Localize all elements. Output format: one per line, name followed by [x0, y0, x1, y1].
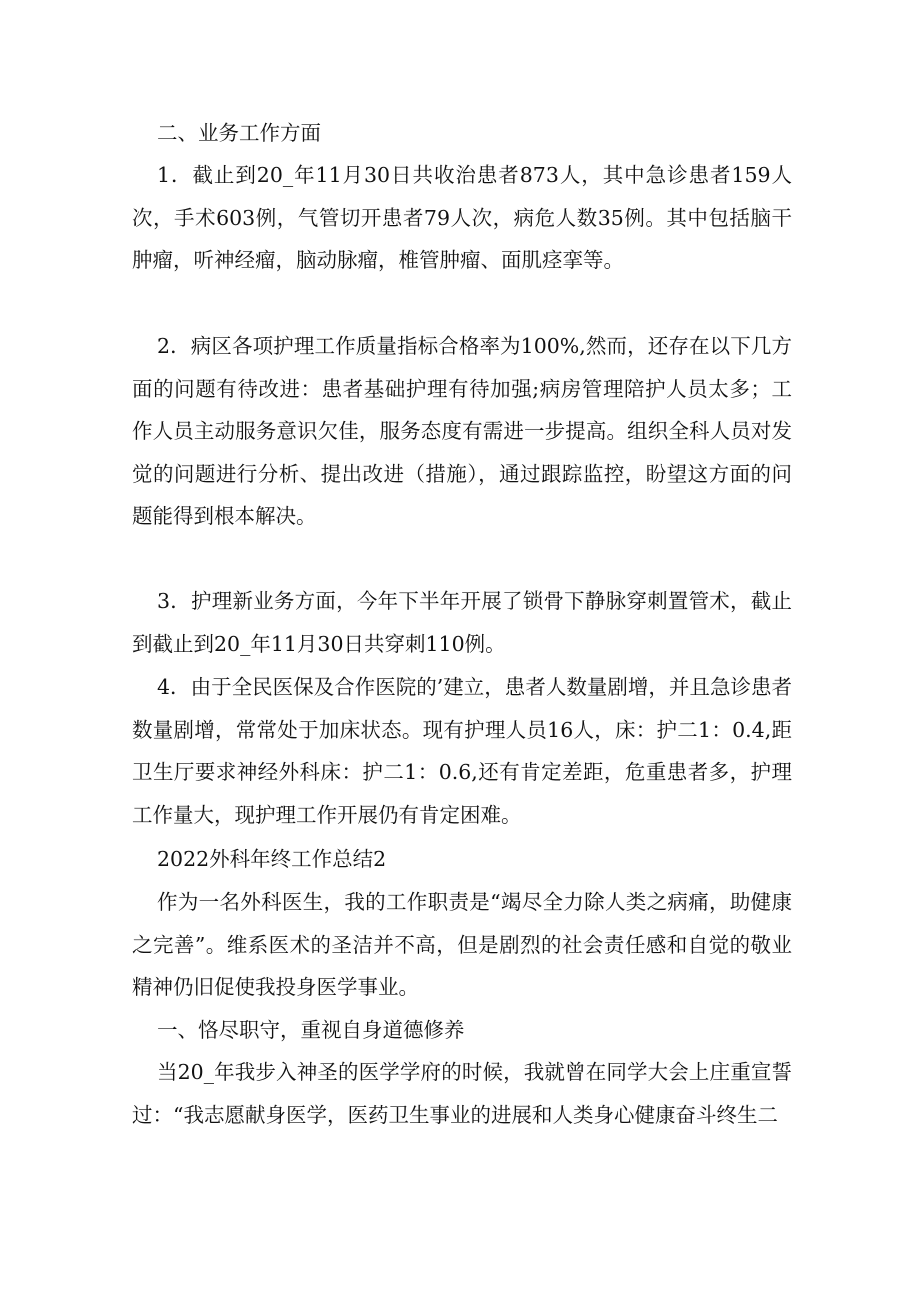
- list-item-4: 4．由于全民医保及合作医院的’建立，患者人数量剧增，并且急诊患者数量剧增，常常处于加床状态。现有护理人员16人，床：护二1：0.4,距卫生厅要求神经外科床：护二1：0.6,还有肯定差距，危重患者多，护理工作量大，现护理工作开展仍有肯定困难。: [132, 675, 792, 827]
- list-item-2: 2．病区各项护理工作质量指标合格率为100%,然而，还存在以下几方面的问题有待改进：患者基础护理有待加强;病房管理陪护人员太多；工作人员主动服务意识欠佳，服务态度有需进一步提高。组织全科人员对发觉的问题进行分析、提出改进（措施），通过跟踪监控，盼望这方面的问题能得到根本解决。: [132, 334, 792, 528]
- section-heading-duty: 一、恪尽职守，重视自身道德修养: [157, 1018, 465, 1042]
- summary-title: 2022外科年终工作总结2: [157, 847, 387, 871]
- list-item-3: 3．护理新业务方面，今年下半年开展了锁骨下静脉穿刺置管术，截止到截止到20_年11月30日共穿刺110例。: [132, 589, 792, 656]
- section-heading-business: 二、业务工作方面: [157, 121, 321, 145]
- list-item-1: 1．截止到20_年11月30日共收治患者873人，其中急诊患者159人次，手术603例，气管切开患者79人次，病危人数35例。其中包括脑干肿瘤，听神经瘤，脑动脉瘤，椎管肿瘤、面肌痉挛等。: [132, 163, 792, 272]
- oath-paragraph: 当20_年我步入神圣的医学学府的时候，我就曾在同学大会上庄重宣誓过：“我志愿献身医学，医药卫生事业的进展和人类身心健康奋斗终生二: [132, 1060, 792, 1127]
- intro-paragraph: 作为一名外科医生，我的工作职责是“竭尽全力除人类之病痛，助健康之完善”。维系医术的圣洁并不高，但是剧烈的社会责任感和自觉的敬业精神仍旧促使我投身医学事业。: [132, 890, 792, 999]
